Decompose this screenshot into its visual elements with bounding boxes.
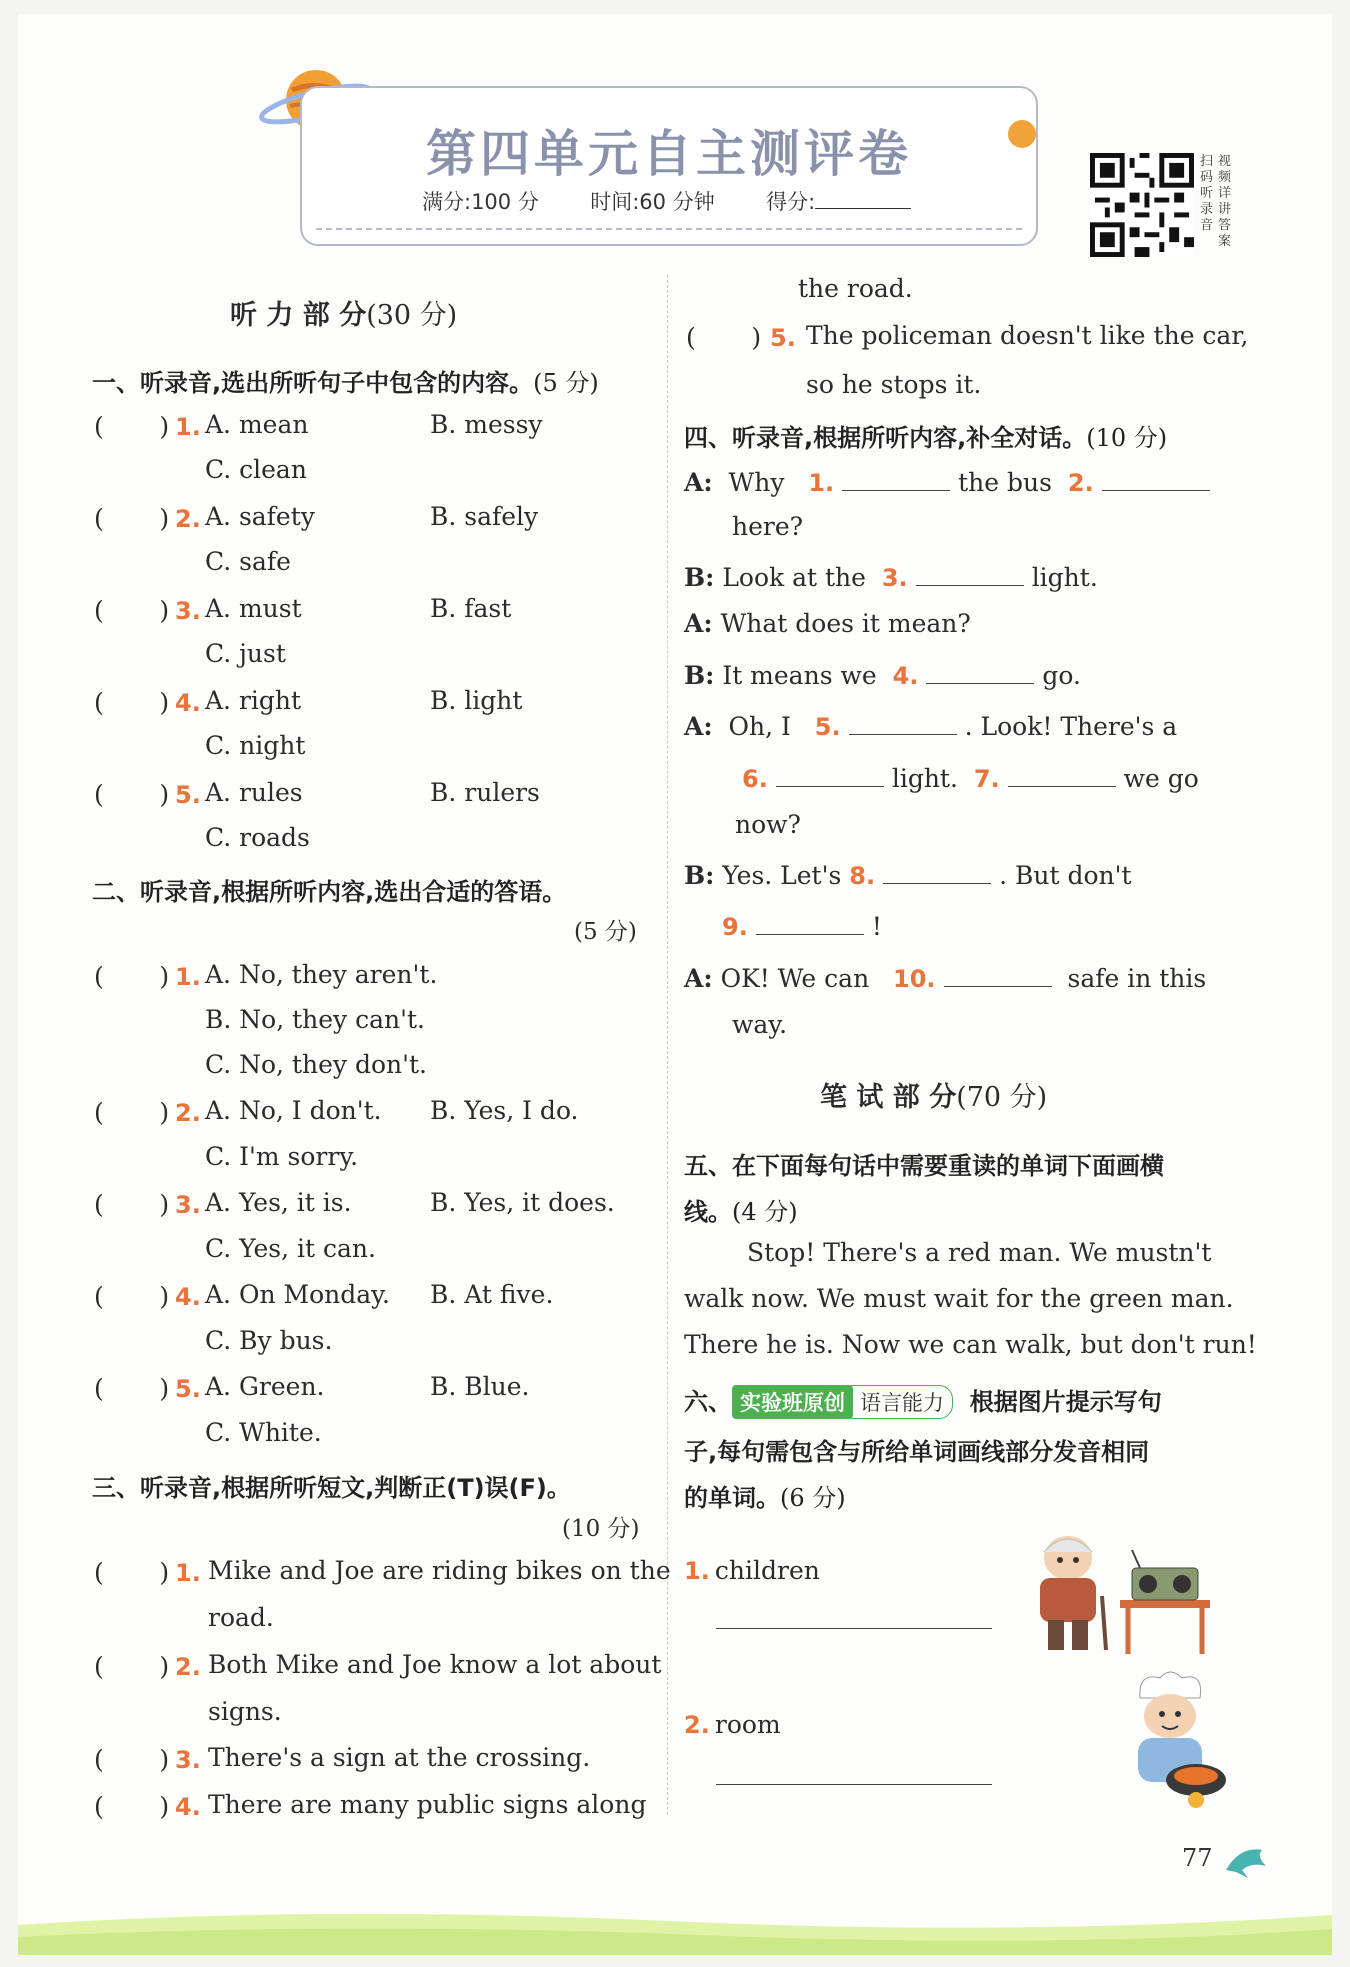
option-a: A. mean [205,410,309,439]
prompt-item: 2. room [684,1710,781,1739]
answer-paren[interactable]: ( ) [94,1374,170,1403]
dialogue-line: A: OK! We can 10. safe in this [684,964,1207,993]
question-number: 1. [175,413,201,441]
skill-tag: 语言能力 [851,1385,953,1419]
part4-title: 四、听录音,根据所听内容,补全对话。(10 分) [684,424,1168,452]
blank-9[interactable] [756,910,864,935]
statement-line1: The policeman doesn't like the car, [806,321,1249,350]
blank-5[interactable] [849,710,957,735]
option-c: C. By bus. [205,1326,333,1355]
passage-line: walk now. We must wait for the green man. [684,1284,1234,1313]
option-c: C. Yes, it can. [205,1234,376,1263]
page-number: 77 [1182,1844,1213,1872]
option-a: A. rules [205,778,303,807]
option-b: B. light [430,686,523,715]
question-number: 1. [175,963,201,991]
score-blank[interactable] [815,188,911,209]
statement-line2: so he stops it. [806,370,982,399]
answer-paren[interactable]: ( ) [94,962,170,991]
exam-info [422,186,911,216]
question-number: 4. [175,1283,201,1311]
question-number: 3. [175,597,201,625]
option-c: C. safe [205,547,291,576]
time-limit: 时间:60 分钟 [590,190,715,214]
answer-paren[interactable]: ( ) [94,1558,170,1587]
option-b: B. safely [430,502,539,531]
option-b: B. fast [430,594,512,623]
dialogue-line: B: Look at the 3. light. [684,563,1098,592]
answer-paren[interactable]: ( ) [94,1745,170,1774]
option-c: C. just [205,639,286,668]
option-b: B. messy [430,410,543,439]
answer-paren[interactable]: ( ) [686,323,762,352]
question-number: 2. [175,1099,201,1127]
option-c: C. White. [205,1418,322,1447]
footer-wave [18,1885,1332,1955]
statement-line1: Both Mike and Joe know a lot about [208,1650,662,1679]
answer-paren[interactable]: ( ) [94,1652,170,1681]
blank-10[interactable] [944,962,1052,987]
full-score: 满分:100 分 [422,190,539,214]
part6-title-cont: 子,每句需包含与所给单词画线部分发音相同 [684,1438,1150,1466]
question-number: 1. [175,1559,201,1587]
question-number: 2. [175,505,201,533]
dialogue-line: now? [735,810,801,839]
original-tag: 实验班原创 [732,1385,853,1419]
dolphin-icon [1222,1840,1272,1880]
prompt-word: children [714,1556,820,1585]
option-a: A. must [205,594,302,623]
answer-paren[interactable]: ( ) [94,1190,170,1219]
grandpa-radio-illustration [1020,1530,1216,1660]
option-c: C. night [205,731,306,760]
title-box [300,86,1038,246]
option-a: A. right [205,686,302,715]
part6-title: 六、 实验班原创 语言能力 根据图片提示写句 [684,1382,1162,1419]
option-a: A. No, they aren't. [205,960,438,989]
dialogue-line: A: Oh, I 5. . Look! There's a [684,712,1178,741]
blank-8[interactable] [883,859,991,884]
dialogue-line: A: What does it mean? [684,609,971,638]
question-number: 3. [175,1746,201,1774]
page-title: 第四单元自主测评卷 [426,125,912,183]
answer-paren[interactable]: ( ) [94,780,170,809]
dialogue-line: 9. ! [722,912,882,941]
question-number: 5. [770,324,796,352]
part5-title: 五、在下面每句话中需要重读的单词下面画横 [684,1152,1164,1180]
blank-2[interactable] [1102,466,1210,491]
answer-line-1[interactable] [716,1628,992,1629]
option-a: A. Green. [205,1372,325,1401]
answer-line-2[interactable] [716,1784,992,1785]
part2-title: 二、听录音,根据所听内容,选出合适的答语。 [92,878,567,906]
option-c: C. I'm sorry. [205,1142,359,1171]
writing-heading: 笔 试 部 分(70 分) [820,1082,1048,1113]
option-a: A. No, I don't. [205,1096,382,1125]
option-b: B. Yes, it does. [430,1188,615,1217]
statement-line2: the road. [798,274,913,303]
question-number: 4. [175,1793,201,1821]
dialogue-line: A: Why 1. the bus 2. [684,466,1218,497]
answer-paren[interactable]: ( ) [94,688,170,717]
option-b: B. At five. [430,1280,554,1309]
blank-4[interactable] [926,659,1034,684]
dialogue-line: B: Yes. Let's 8. . But don't [684,861,1132,890]
option-b: B. Blue. [430,1372,530,1401]
statement-line1: Mike and Joe are riding bikes on the [208,1556,671,1585]
dialogue-line: way. [732,1010,788,1039]
statement-line2: road. [208,1603,274,1632]
option-b: B. rulers [430,778,540,807]
answer-paren[interactable]: ( ) [94,596,170,625]
blank-6[interactable] [776,762,884,787]
qr-caption-2: 视频详讲答案 [1218,154,1232,249]
tab-dot [1008,120,1036,148]
option-a: A. safety [205,502,315,531]
question-number: 5. [175,781,201,809]
blank-1[interactable] [842,466,950,491]
option-c: C. roads [205,823,310,852]
answer-paren[interactable]: ( ) [94,504,170,533]
answer-paren[interactable]: ( ) [94,412,170,441]
option-a: A. On Monday. [205,1280,390,1309]
option-b: B. Yes, I do. [430,1096,579,1125]
answer-paren[interactable]: ( ) [94,1098,170,1127]
qr-code-icon[interactable] [1090,153,1194,257]
passage-line: Stop! There's a red man. We mustn't [747,1238,1212,1267]
part5-title-cont: 线。(4 分) [684,1198,798,1226]
question-number: 2. [175,1653,201,1681]
passage-line: There he is. Now we can walk, but don't run! [684,1330,1257,1359]
question-number: 5. [175,1375,201,1403]
answer-paren[interactable]: ( ) [94,1282,170,1311]
part6-title-cont2: 的单词。(6 分) [684,1484,846,1512]
prompt-item: 1. children [684,1556,820,1585]
part2-points: (5 分) [574,919,637,945]
listening-heading: 听 力 部 分(30 分) [230,300,458,331]
dialogue-line: 6. light. 7. we go [742,764,1199,793]
option-c: C. No, they don't. [205,1050,427,1079]
dialogue-line: B: It means we 4. go. [684,661,1081,690]
option-a: A. Yes, it is. [205,1188,352,1217]
statement-line2: signs. [208,1697,282,1726]
blank-7[interactable] [1008,762,1116,787]
statement-line1: There are many public signs along [208,1790,647,1819]
prompt-word: room [714,1710,781,1739]
option-b: B. No, they can't. [205,1005,425,1034]
blank-3[interactable] [916,561,1024,586]
part3-points: (10 分) [562,1516,640,1542]
answer-paren[interactable]: ( ) [94,1792,170,1821]
statement-line1: There's a sign at the crossing. [208,1743,591,1772]
question-number: 4. [175,689,201,717]
dialogue-line: here? [732,512,804,541]
part3-title: 三、听录音,根据所听短文,判断正(T)误(F)。 [92,1474,571,1502]
qr-caption-1: 扫码听录音 [1200,154,1214,233]
chef-cooking-illustration [1100,1668,1240,1808]
score-label: 得分: [766,190,816,214]
question-number: 3. [175,1191,201,1219]
part1-title: 一、听录音,选出所听句子中包含的内容。(5 分) [92,369,599,397]
option-c: C. clean [205,455,307,484]
